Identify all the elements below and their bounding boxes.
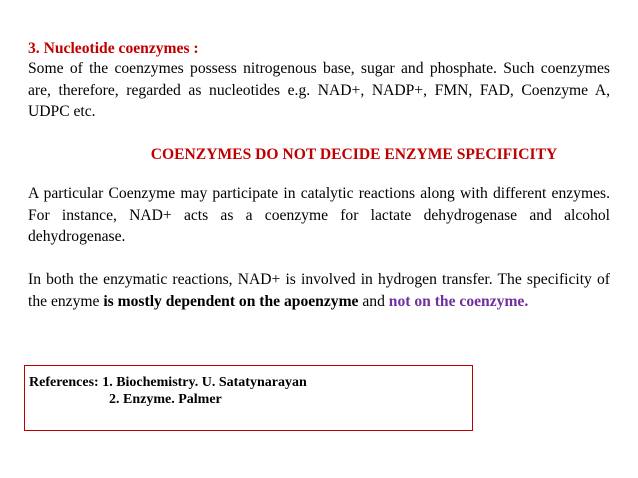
reference-2: 2. Enzyme. Palmer xyxy=(109,392,222,407)
reference-1: References: 1. Biochemistry. U. Satatynarayan xyxy=(29,375,307,390)
coenzyme-emphasis: not on the coenzyme. xyxy=(388,292,529,310)
section-heading: 3. Nucleotide coenzymes : xyxy=(28,40,199,57)
specificity-heading: COENZYMES DO NOT DECIDE ENZYME SPECIFICITY xyxy=(150,146,558,163)
paragraph-specificity-text: In both the enzymatic reactions, NAD+ is involved in hydrogen transfer. The specificity of the enzyme xyxy=(28,271,610,310)
apoenzyme-emphasis: is mostly dependent on the apoenzyme xyxy=(103,292,359,310)
paragraph-specificity-connector: and xyxy=(358,292,389,310)
references-box xyxy=(24,365,473,431)
paragraph-coenzyme-participation: A particular Coenzyme may participate in catalytic reactions along with different enzymes. For instance, NAD+ acts as a coenzyme for lactate dehydrogenase and alcohol dehydrogenase. xyxy=(28,185,610,245)
section-body: Some of the coenzymes possess nitrogenous base, sugar and phosphate. Such coenzymes are, therefore, regarded as nucleotides e.g. NAD+, NADP+, FMN, FAD, Coenzyme A, UDPC etc. xyxy=(28,60,610,120)
paragraph-specificity xyxy=(28,269,610,312)
